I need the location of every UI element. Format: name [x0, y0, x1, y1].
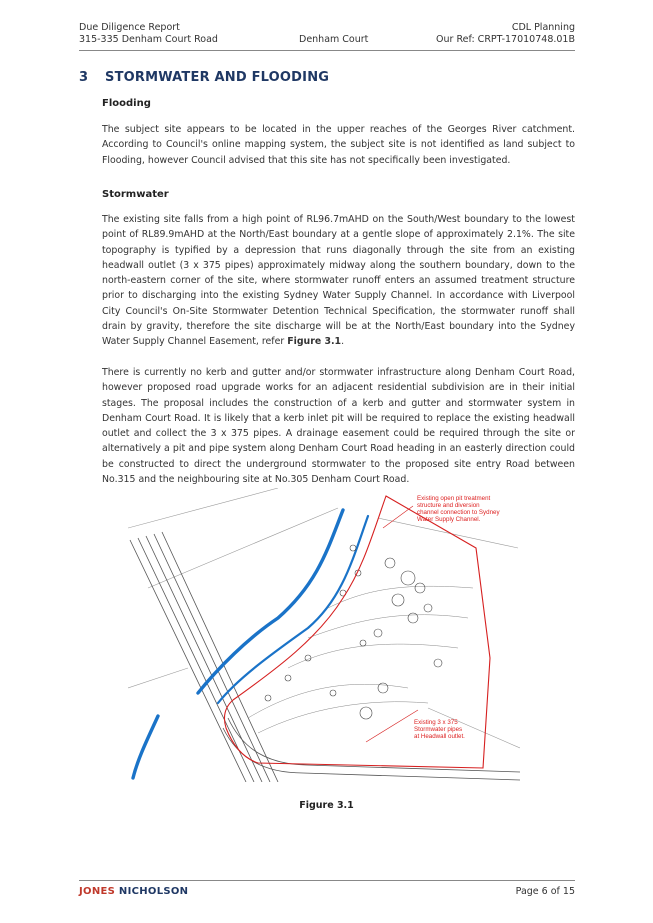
locality: Denham Court: [299, 34, 369, 45]
treatment-structure-label-3: channel connection to Sydney: [417, 509, 500, 516]
access-road: [223, 728, 520, 780]
company-logo: [79, 886, 188, 897]
stormwater-paragraph-2: There is currently no kerb and gutter and/or stormwater infrastructure along Denham Court Road, however proposed road upgrade works for an adjacent residential subdivision are in their initial stages. The proposal includes the construction of a kerb and gutter and stormwater system in Denham Court Road. It is likely that a kerb inlet pit will be required to replace the existing headwall outlet and collect the 3 x 375 pipes. A drainage easement could be required through the site or alternatively a pit and pipe system along Denham Court Road heading in an easterly direction could be constructed to direct the underground stormwater to the proposed site entry Road between No.315 and the neighbouring site at No.305 Denham Court Road.: [102, 367, 575, 486]
access-road-edge: [228, 718, 520, 772]
stormwater-paragraph-1-text: The existing site falls from a high point of RL96.7mAHD on the South/West boundary to the lowest point of RL89.9mAHD at the North/East boundary at a gentle slope of approximately 2.1%. The site topography is typified by a depression that runs diagonally through the site from an existing headwall outlet (3 x 375 pipes) approximately midway along the southern boundary, down to the north-eastern corner of the site, where stormwater runoff enters an assumed treatment structure prior to discharging into the existing Sydney Water Supply Channel. In accordance with Liverpool City Council's On-Site Stormwater Detention Technical Specification, the stormwater runoff shall drain by gravity, therefore the site discharge will be at the North/East boundary into the Sydney Water Supply Channel Easement, refer: [102, 214, 575, 348]
headwall-outlet-label-1: Existing 3 x 375: [414, 719, 458, 726]
section-heading: [79, 70, 329, 85]
figure-reference-link[interactable]: Figure 3.1: [287, 336, 342, 348]
treatment-structure-label-4: Water Supply Channel.: [417, 516, 481, 523]
water-supply-channel: [133, 510, 368, 778]
reference-number: Our Ref: CRPT-17010748.01B: [436, 34, 575, 45]
sentence-end: .: [341, 336, 345, 348]
treatment-structure-label-1: Existing open pit treatment: [417, 495, 491, 502]
page-header: [79, 22, 575, 46]
headwall-outlet-label-2: Stormwater pipes: [414, 726, 463, 733]
treatment-structure-label-2: structure and diversion: [417, 502, 480, 509]
background-linework: [128, 488, 520, 748]
site-plan-drawing: [128, 488, 520, 782]
flooding-paragraph: The subject site appears to be located in the upper reaches of the Georges River catchment. According to Council's online mapping system, the subject site is not identified as land subject to Flooding, however Council advised that this site has not specifically been investigated.: [102, 124, 575, 166]
stormwater-heading: Stormwater: [102, 189, 169, 200]
flooding-heading: Flooding: [102, 98, 151, 109]
stormwater-paragraph-1: [102, 212, 575, 350]
page-number: Page 6 of 15: [515, 886, 575, 897]
logo-nicholson: NICHOLSON: [118, 886, 189, 897]
section-title: STORMWATER AND FLOODING: [105, 70, 330, 85]
site-address: 315-335 Denham Court Road: [79, 34, 218, 45]
headwall-outlet-label-3: at Headwall outlet.: [414, 733, 465, 740]
logo-jones: JONES: [79, 886, 119, 897]
header-divider: [79, 50, 575, 51]
company-name: CDL Planning: [511, 22, 575, 33]
figure-caption: Figure 3.1: [299, 800, 354, 811]
section-number: 3: [79, 70, 89, 85]
footer-divider: [79, 880, 575, 881]
bottom-annotation-leader: [366, 710, 418, 742]
report-title: Due Diligence Report: [79, 22, 180, 33]
site-plan-figure: [128, 488, 520, 782]
existing-trees: [265, 545, 442, 719]
denham-court-road: [130, 532, 278, 782]
